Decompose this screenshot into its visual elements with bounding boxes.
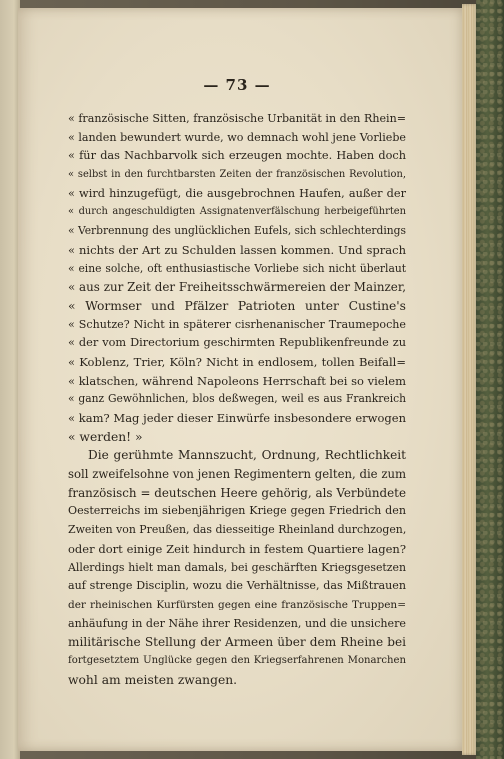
text-line: « Verbrennung des unglücklichen Eufels, sich schlechterdings: [68, 224, 406, 238]
text-line: « kam? Mag jeder dieser Einwürfe insbesondere erwogen: [68, 411, 406, 425]
text-line: « Wormser und Pfälzer Patrioten unter Custine's: [68, 298, 406, 313]
text-line: « eine solche, oft enthusiastische Vorliebe sich nicht überlaut: [68, 261, 406, 275]
text-line: « aus zur Zeit der Freiheitsschwärmereien der Mainzer,: [68, 280, 406, 295]
text-line: « klatschen, während Napoleons Herrschaft bei so vielem: [68, 373, 406, 388]
text-line: « für das Nachbarvolk sich erzeugen mochte. Haben doch: [68, 149, 406, 163]
text-line: der rheinischen Kurfürsten gegen eine französische Truppen=: [68, 598, 406, 611]
text-line: « wird hinzugefügt, die ausgebrochnen Haufen, außer der: [68, 186, 406, 200]
text-line: Allerdings hielt man damals, bei geschärften Kriegsgesetzen: [68, 560, 406, 574]
text-line: « Schutze? Nicht in späterer cisrhenanischer Traumepoche: [68, 317, 406, 331]
text-line: anhäufung in der Nähe ihrer Residenzen, und die unsichere: [68, 616, 406, 630]
text-line: Zweiten von Preußen, das diesseitige Rheinland durchzogen,: [68, 523, 406, 537]
text-line: Oesterreichs im siebenjährigen Kriege gegen Friedrich den: [68, 504, 406, 518]
text-line: « nichts der Art zu Schulden lassen kommen. Und sprach: [68, 242, 406, 257]
book-cover: [476, 0, 504, 759]
paragraph-1: [68, 110, 406, 446]
text-line: « selbst in den furchtbarsten Zeiten der französischen Revolution,: [68, 169, 406, 181]
text-line: französisch = deutschen Heere gehörig, als Verbündete: [68, 485, 406, 500]
text-line: fortgesetztem Unglücke gegen den Kriegserfahrenen Monarchen: [68, 654, 406, 666]
text-line: « durch angeschuldigten Assignatenverfälschung herbeigeführten: [68, 206, 406, 218]
page-text: [68, 70, 406, 689]
page-number: — 73 —: [203, 76, 271, 94]
facing-page-edge: [0, 0, 20, 759]
text-line: oder dort einige Zeit hindurch in festem Quartiere lagen?: [68, 541, 406, 556]
text-line: « landen bewundert wurde, wo demnach wohl jene Vorliebe: [68, 130, 406, 144]
paragraph-2: [68, 446, 406, 689]
text-line: « der vom Directorium geschirmten Republikenfreunde zu: [68, 336, 406, 350]
text-line: militärische Stellung der Armeen über dem Rheine bei: [68, 635, 406, 650]
text-line: Die gerühmte Mannszucht, Ordnung, Rechtlichkeit: [88, 448, 406, 463]
text-line: « Koblenz, Trier, Köln? Nicht in endlosem, tollen Beifall=: [68, 354, 406, 369]
text-line: « ganz Gewöhnlichen, blos deßwegen, weil es aus Frankreich: [68, 392, 406, 406]
text-line: wohl am meisten zwangen.: [68, 672, 238, 687]
text-line: « werden! »: [68, 429, 143, 444]
text-line: auf strenge Disciplin, wozu die Verhältnisse, das Mißtrauen: [68, 579, 406, 593]
text-line: soll zweifelsohne von jenen Regimentern gelten, die zum: [68, 467, 406, 482]
text-line: « französische Sitten, französische Urbanität in den Rhein=: [68, 112, 406, 125]
